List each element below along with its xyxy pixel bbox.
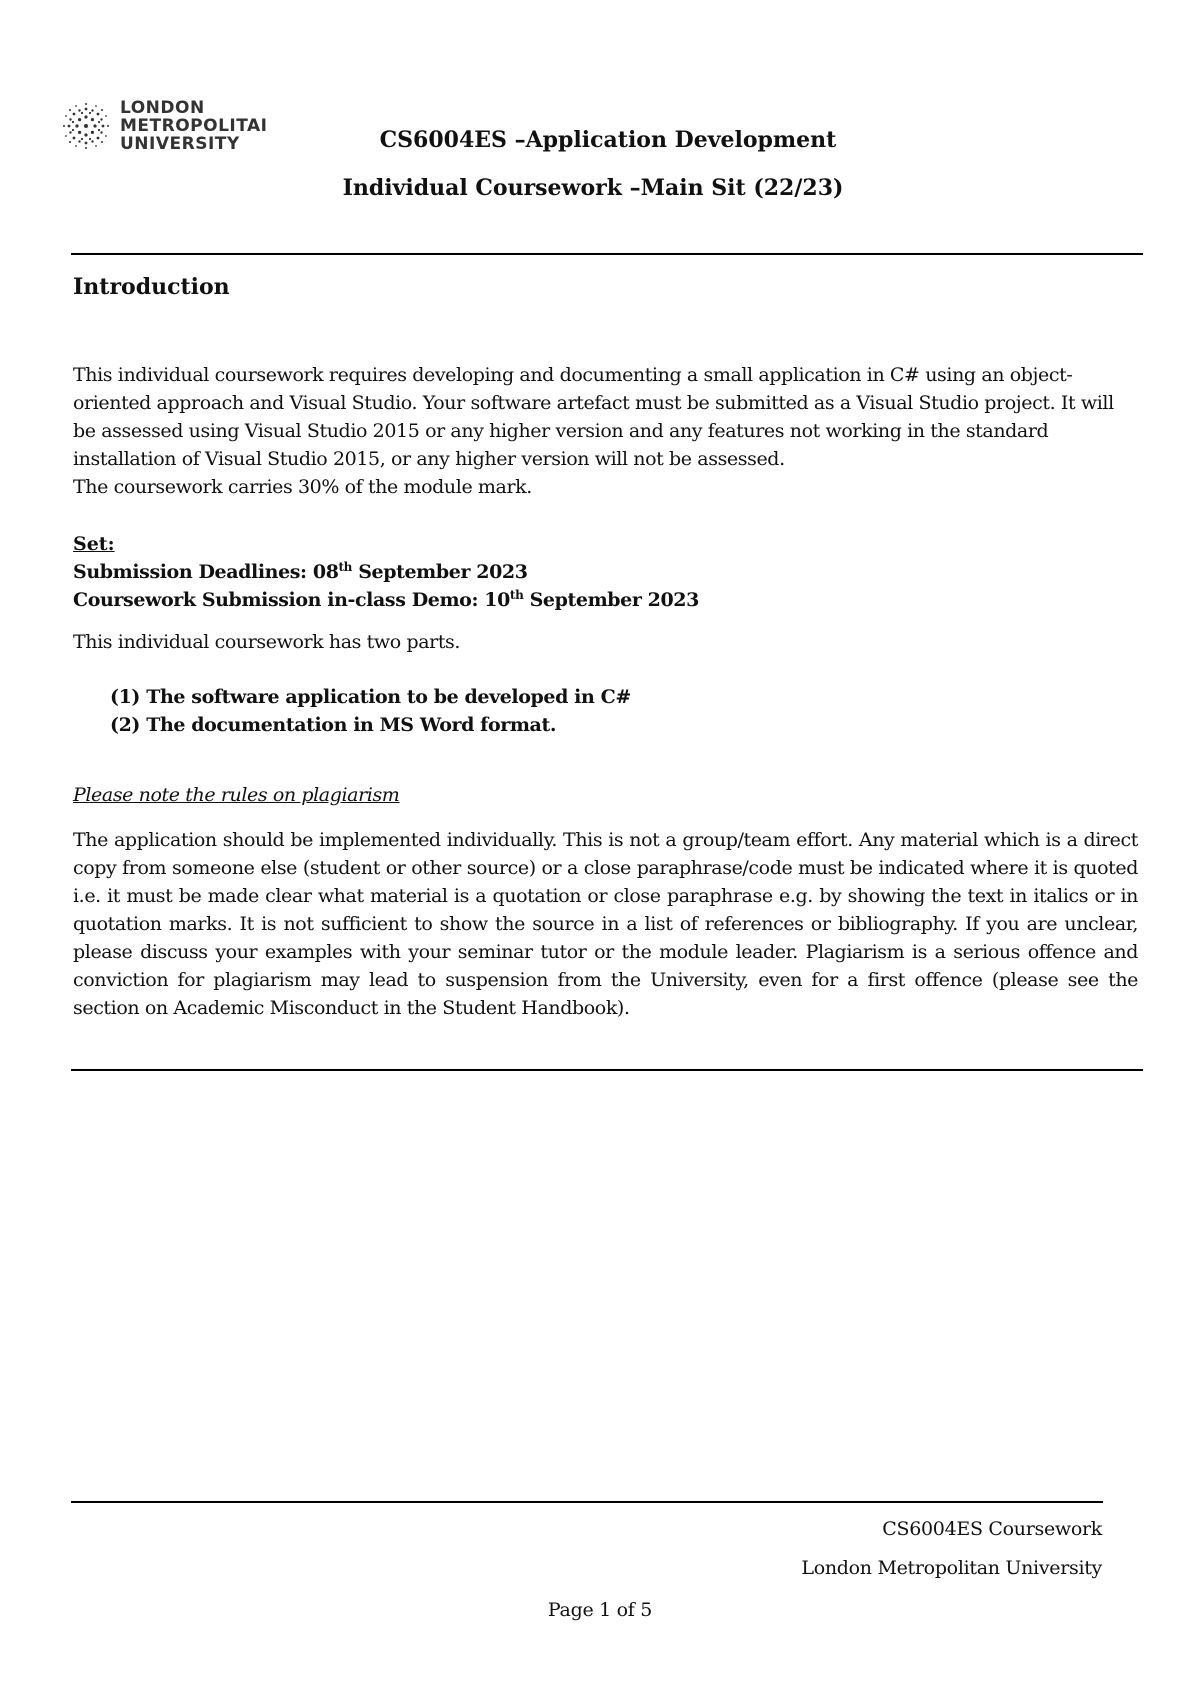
list-item: (2) The documentation in MS Word format. <box>110 714 557 736</box>
demo-deadline <box>73 589 699 611</box>
document-subtitle: Individual Coursework –Main Sit (22/23) <box>342 175 844 201</box>
plagiarism-heading: Please note the rules on plagiarism <box>73 784 400 806</box>
plagiarism-paragraph: The application should be implemented individually. This is not a group/team effort. Any material which is a direct copy from someone else (student or other source) or a close paraphrase/code must be indicated where it is quoted i.e. it must be made clear what material is a quotation or close paraphrase e.g. by showing the text in italics or in quotation marks. It is not sufficient to show the source in a list of references or bibliography. If you are unclear, please discuss your examples with your seminar tutor or the module leader. Plagiarism is a serious offence and conviction for plagiarism may lead to suspension from the University, even for a first offence (please see the section on Academic Misconduct in the Student Handbook). <box>73 829 1138 1019</box>
demo-label: Coursework Submission in-class Demo: 10 <box>73 589 510 611</box>
set-label: Set: <box>73 533 115 555</box>
introduction-paragraph <box>73 361 1138 501</box>
page-number: Page 1 of 5 <box>547 1599 653 1621</box>
document-title: CS6004ES –Application Development <box>379 127 837 153</box>
deadline-label: Submission Deadlines: 08 <box>73 561 339 583</box>
logo-line-2: METROPOLITAI <box>120 116 268 136</box>
demo-superscript: th <box>509 588 524 602</box>
logo-line-3: UNIVERSITY <box>120 134 240 154</box>
deadline-date: September 2023 <box>352 561 528 583</box>
demo-date: September 2023 <box>523 589 699 611</box>
submission-deadline <box>73 561 528 583</box>
parts-intro: This individual coursework has two parts. <box>73 631 461 653</box>
footer-course: CS6004ES Coursework <box>882 1518 1102 1540</box>
footer-divider <box>71 1501 1103 1503</box>
list-item: (1) The software application to be developed in C# <box>110 686 631 708</box>
footer-university: London Metropolitan University <box>801 1557 1102 1579</box>
content-divider <box>71 1069 1143 1071</box>
coursework-weight: The coursework carries 30% of the module mark. <box>73 476 532 498</box>
introduction-heading: Introduction <box>73 274 230 300</box>
header-divider <box>71 253 1143 255</box>
deadline-superscript: th <box>338 560 352 574</box>
logo-line-1: LONDON <box>120 98 205 118</box>
introduction-text: This individual coursework requires developing and documenting a small application in C# using an object-oriented approach and Visual Studio. Your software artefact must be submitted as a Visual Studio project. It will be assessed using Visual Studio 2015 or any higher version and any features not working in the standard installation of Visual Studio 2015, or any higher version will not be assessed. <box>73 364 1114 470</box>
